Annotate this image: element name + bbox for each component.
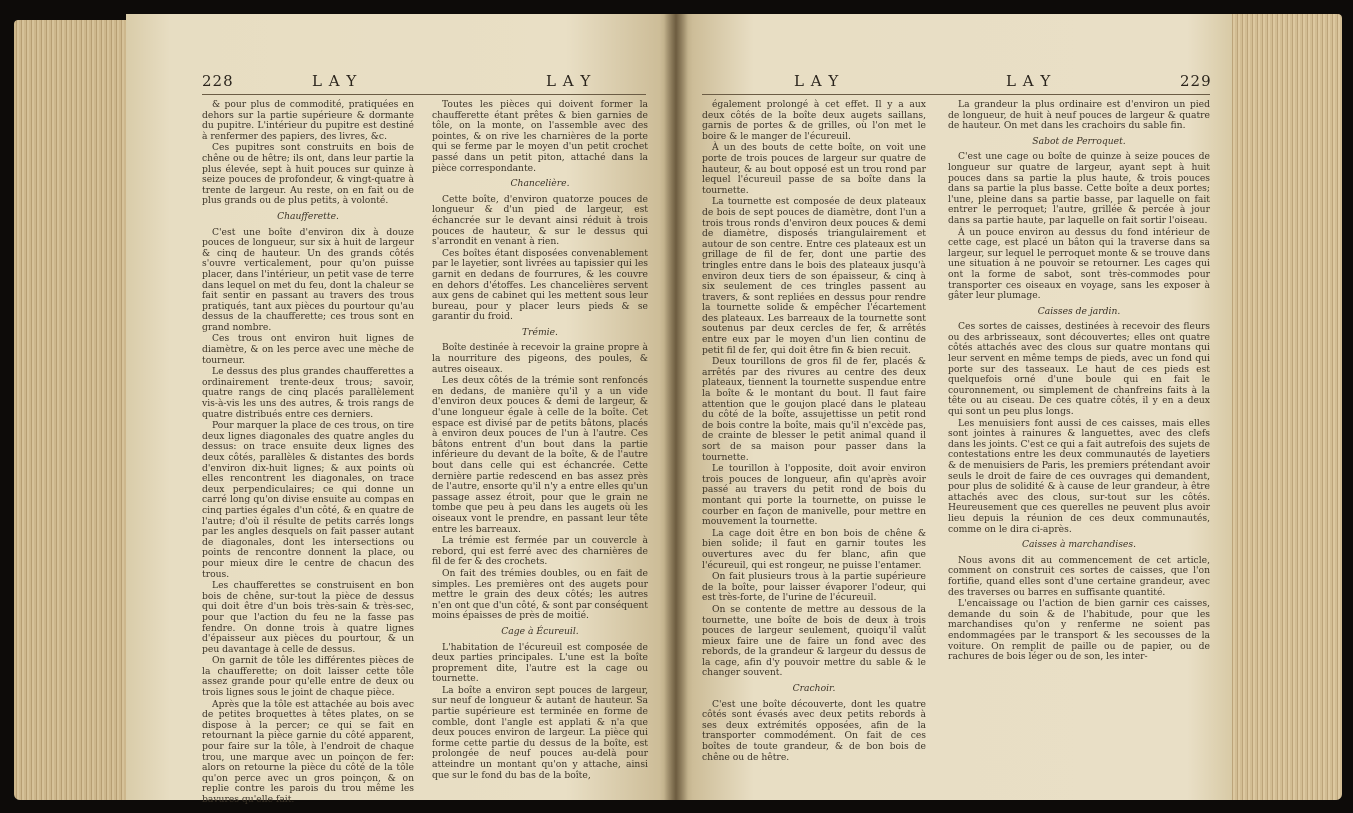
book-edge-right	[1230, 14, 1342, 800]
paragraph: Le tourillon à l'opposite, doit avoir environ trois pouces de longueur, afin qu'après avoir passé au travers du petit rond de bois du montant qui porte la tournette, on puisse le courber en façon de manivelle, pour mettre en mouvement la tournette.	[702, 463, 926, 528]
paragraph: Cette boîte, d'environ quatorze pouces de longueur & d'un pied de largeur, est échancrée sur le devant ainsi réduit à trois pouces de hauteur, & sur le dessus qui s'arrondit en venant à rien.	[432, 193, 648, 248]
running-head-right-1: L A Y	[794, 72, 840, 90]
section-heading: Sabot de Perroquet.	[1032, 135, 1126, 147]
text-column-4	[948, 100, 1210, 784]
section-heading: Trémie.	[522, 326, 558, 338]
paragraph: Boîte destinée à recevoir la graine propre à la nourriture des pigeons, des poules, & autres oiseaux.	[432, 342, 648, 375]
paragraph: Ces sortes de caisses, destinées à recevoir des fleurs ou des arbrisseaux, sont découvertes; elles ont quatre côtés attachés avec des clous sur quatre montans qui leur servent en même temps de pieds, avec un fond qui porte sur des tasseaux. Le haut de ces pieds est quelquefois orné d'une boule qui en fait le couronnement, ou simplement de chanfreins faits à la tête ou au ciseau. De ces quatre côtés, il y en a deux qui sont un peu plus longs.	[948, 321, 1210, 418]
paragraph: Ces trous ont environ huit lignes de diamètre, & on les perce avec une mèche de tourneur.	[202, 333, 414, 366]
paragraph: On fait des trémies doubles, ou en fait de simples. Les premières ont des augets pour mettre le grain des deux côtés; les autres n'en ont que d'un côté, & sont par conséquent moins épaisses de près de moitié.	[432, 567, 648, 622]
paragraph: Le dessus des plus grandes chaufferettes a ordinairement trente-deux trous; savoir, quatre rangs de cinq placés parallèlement vis-à-vis les uns des autres, & trois rangs de quatre distribués entre ces derniers.	[202, 366, 414, 420]
text-column-3	[702, 100, 926, 784]
paragraph: C'est une boîte découverte, dont les quatre côtés sont évasés avec deux petits rebords à ses deux extrémités opposées, afin de la transporter commodément. On fait de ces boîtes de toute grandeur, & de bon bois de chêne ou de hêtre.	[702, 698, 926, 763]
header-rule-right	[702, 94, 1210, 95]
paragraph: La cage doit être en bon bois de chêne & bien solide; il faut en garnir toutes les ouvertures avec du fer blanc, afin que l'écureuil, qui est rongeur, ne puisse l'entamer.	[702, 527, 926, 571]
paragraph: La boîte a environ sept pouces de largeur, sur neuf de longueur & autant de hauteur. Sa partie supérieure est terminée en forme de comble, dont l'angle est applati & n'a que deux pouces environ de largeur. La pièce qui forme cette partie du dessus de la boîte, est prolongée de neuf pouces au-delà pour atteindre un montant qu'on y attache, ainsi que sur le fond du bas de la boîte,	[432, 684, 648, 781]
paragraph: Les chaufferettes se construisent en bon bois de chêne, sur-tout la pièce de dessus qui doit être d'un bois très-sain & très-sec, pour que l'action du feu ne la fasse pas fendre. On donne trois à quatre lignes d'épaisseur aux pièces du pourtour, & un peu davantage à celle de dessus.	[202, 580, 414, 655]
paragraph: C'est une cage ou boîte de quinze à seize pouces de longueur sur quatre de largeur, ayant sept à huit pouces dans sa partie la plus haute, & trois pouces dans sa partie la plus basse. Cette boîte a deux portes; l'une, pleine dans sa partie basse, par laquelle on fait entrer le perroquet; l'autre, grillée & percée à jour dans sa partie haute, par laquelle on fait sortir l'oiseau.	[948, 151, 1210, 226]
paragraph: L'encaissage ou l'action de bien garnir ces caisses, demande du soin & de l'habitude, pour que les marchandises qu'on y renferme ne soient pas endommagées par le transport & les secousses de la voiture. On remplit de paille ou de papier, ou de rachures de bois léger ou de son, les inter-	[948, 598, 1210, 663]
paragraph: & pour plus de commodité, pratiquées en dehors sur la partie supérieure & dormante du pupitre. L'intérieur du pupitre est destiné à renfermer des papiers, des livres, &c.	[202, 99, 414, 142]
section-heading: Chancelière.	[510, 178, 570, 190]
paragraph: C'est une boîte d'environ dix à douze pouces de longueur, sur six à huit de largeur & cinq de hauteur. Un des grands côtés s'ouvre verticalement, pour qu'on puisse placer, dans l'intérieur, un petit vase de terre dans lequel on met du feu, dont la chaleur se fait sentir en passant au travers des trous pratiqués, tant aux pièces du pourtour qu'au dessus de la chaufferette; ces trous sont en grand nombre.	[202, 226, 414, 333]
paragraph: Ces boîtes étant disposées convenablement par le layetier, sont livrées au tapissier qui les garnit en dedans de fourrures, & les couvre en dehors d'étoffes. Les chancelières servent aux gens de cabinet qui les mettent sous leur bureau, pour y placer leurs pieds & se garantir du froid.	[432, 247, 648, 323]
paragraph: La tournette est composée de deux plateaux de bois de sept pouces de diamètre, dont l'un a trois trous ronds d'environ deux pouces & demi de diamètre, disposés triangulairement et autour de son centre. Entre ces plateaux est un grillage de fil de fer, dont une partie des tringles entre dans le bois des plateaux jusqu'à environ deux tiers de son épaisseur, & cinq à six seulement de ces tringles passent au travers, & sont repliées en dessus pour rendre la tournette solide & empêcher l'écartement des plateaux. Les barreaux de la tournette sont soutenus par deux cercles de fer, & arrêtés entre eux par le moyen d'un lien continu de petit fil de fer, qui doit être fin & bien recuit.	[702, 196, 926, 356]
paragraph: Deux tourillons de gros fil de fer, placés & arrêtés par des rivures au centre des deux plateaux, tiennent la tournette suspendue entre la boîte & le montant du bout. Il faut faire attention que le goujon placé dans le plateau du côté de la boîte, assujettisse un petit rond de bois contre la boîte, mais qu'il n'excède pas, de crainte de blesser le petit animal quand il sort de sa maison pour passer dans la tournette.	[702, 356, 926, 463]
paragraph: À un pouce environ au dessus du fond intérieur de cette cage, est placé un bâton qui la traverse dans sa largeur, sur lequel le perroquet monte & se trouve dans une situation à ne pouvoir se retourner. Les cages qui ont la forme de sabot, sont très-commodes pour transporter ces oiseaux en voyage, sans les exposer à gâter leur plumage.	[948, 226, 1210, 302]
section-heading: Caisses de jardin.	[1037, 305, 1121, 317]
page-number-left: 228	[202, 72, 234, 90]
paragraph: Toutes les pièces qui doivent former la chaufferette étant prêtes & bien garnies de tôle, on la monte, on l'assemble avec des pointes, & on rive les charnières de la porte qui se ferme par le moyen d'un petit crochet passé dans un petit piton, attaché dans la pièce correspondante.	[432, 99, 648, 174]
running-head-left-1: L A Y	[312, 72, 358, 90]
page-number-right: 229	[1180, 72, 1212, 90]
paragraph: À un des bouts de cette boîte, on voit une porte de trois pouces de largeur sur quatre de hauteur, & au bout opposé est un trou rond par lequel l'écureuil passe de sa boîte dans la tournette.	[702, 142, 926, 196]
paragraph: On se contente de mettre au dessous de la tournette, une boîte de bois de deux à trois pouces de largeur seulement, quoiqu'il valût mieux faire une de faire un fond avec des rebords, de la grandeur & largeur du dessus de la cage, afin d'y pouvoir mettre du sable & le changer souvent.	[702, 603, 926, 679]
section-heading: Caisses à marchandises.	[1022, 539, 1136, 551]
header-rule-left	[202, 94, 646, 95]
paragraph: Ces pupitres sont construits en bois de chêne ou de hêtre; ils ont, dans leur partie la plus élevée, sept à huit pouces sur quinze à seize pouces de profondeur, & vingt-quatre à trente de largeur. Au reste, on en fait ou de plus grands ou de plus petits, à volonté.	[202, 142, 414, 207]
paragraph: Les menuisiers font aussi de ces caisses, mais elles sont jointes à rainures & languettes, avec des clefs dans les joints. C'est ce qui a fait autrefois des sujets de contestations entre les deux communautés de layetiers & de menuisiers de Paris, les premiers prétendant avoir seuls le droit de faire de ces ouvrages qui demandent, pour plus de solidité & à cause de leur grandeur, à être attachés avec des clous, sur-tout sur les côtés. Heureusement que ces querelles ne peuvent plus avoir lieu depuis la réunion de ces deux communautés, comme on le dira ci-après.	[948, 417, 1210, 535]
section-heading: Chaufferette.	[277, 210, 339, 222]
paragraph: On fait plusieurs trous à la partie supérieure de la boîte, pour laisser évaporer l'odeur, qui est très-forte, de l'urine de l'écureuil.	[702, 571, 926, 604]
running-head-right-2: L A Y	[1006, 72, 1052, 90]
book-gutter	[664, 14, 688, 800]
section-heading: Crachoir.	[792, 683, 836, 695]
paragraph: Pour marquer la place de ces trous, on tire deux lignes diagonales des quatre angles du dessus: on trace ensuite deux lignes des deux côtés, parallèles & distantes des bords d'environ dix-huit lignes; & aux points où elles rencontrent les diagonales, on trace deux perpendiculaires; ce qui donne un carré long qu'on divise ensuite au compas en cinq parties égales d'un côté, & en quatre de l'autre; d'où il résulte de petits carrés longs par les angles desquels on fait passer autant de diagonales, dont les intersections ou points de rencontre donnent la place, ou pour mieux dire le centre de chacun des trous.	[202, 420, 414, 580]
paragraph: La grandeur la plus ordinaire est d'environ un pied de longueur, de huit à neuf pouces de largeur & quatre de hauteur. On met dans les crachoirs du sable fin.	[948, 99, 1210, 132]
right-page	[676, 14, 1232, 800]
section-heading: Cage à Écureuil.	[501, 625, 579, 637]
left-page	[126, 14, 676, 805]
paragraph: On garnit de tôle les différentes pièces de la chaufferette; on doit laisser cette tôle assez grande pour qu'elle entre de deux ou trois lignes sous le joint de chaque pièce.	[202, 655, 414, 699]
paragraph: La trémie est fermée par un couvercle à rebord, qui est ferré avec des charnières de fil de fer & des crochets.	[432, 535, 648, 568]
book-edge-left	[14, 20, 126, 800]
paragraph: Après que la tôle est attachée au bois avec de petites broquettes à têtes plates, on se dispose à la percer; ce qui se fait en retournant la pièce garnie du côté apparent, pour faire sur la tôle, à l'endroit de chaque trou, une marque avec un poinçon de fer: alors on retourne la pièce du côté de la tôle qu'on perce avec un gros poinçon, & on replie contre les parois du trou même les bavures qu'elle fait.	[202, 698, 414, 805]
running-head-left-2: L A Y	[546, 72, 592, 90]
paragraph: Les deux côtés de la trémie sont renfoncés en dedans, de manière qu'il y a un vide d'environ deux pouces & demi de largeur, & d'une longueur égale à celle de la boîte. Cet espace est divisé par de petits bâtons, placés à environ deux pouces de l'un à l'autre. Ces bâtons entrent d'un bout dans la partie inférieure du devant de la boîte, & de l'autre bout dans celle qui est échancrée. Cette dernière partie redescend en bas assez près de l'autre, ensorte qu'il n'y a entre elles qu'un passage assez étroit, pour que le grain ne tombe que peu à peu dans les augets où les oiseaux vont le prendre, en passant leur tête entre les barreaux.	[432, 375, 648, 535]
text-column-2	[432, 99, 648, 781]
paragraph: Nous avons dit au commencement de cet article, comment on construit ces sortes de caisses, que l'on fortifie, quand elles sont d'une certaine grandeur, avec des traverses ou barres en suffisante quantité.	[948, 554, 1210, 598]
text-column-1	[202, 99, 414, 805]
paragraph: également prolongé à cet effet. Il y a aux deux côtés de la boîte deux augets saillans, garnis de portes & de grilles, où l'on met le boire & le manger de l'écureuil.	[702, 99, 926, 142]
paragraph: L'habitation de l'écureuil est composée de deux parties principales. L'une est la boîte proprement dite, l'autre est la cage ou tournette.	[432, 641, 648, 685]
